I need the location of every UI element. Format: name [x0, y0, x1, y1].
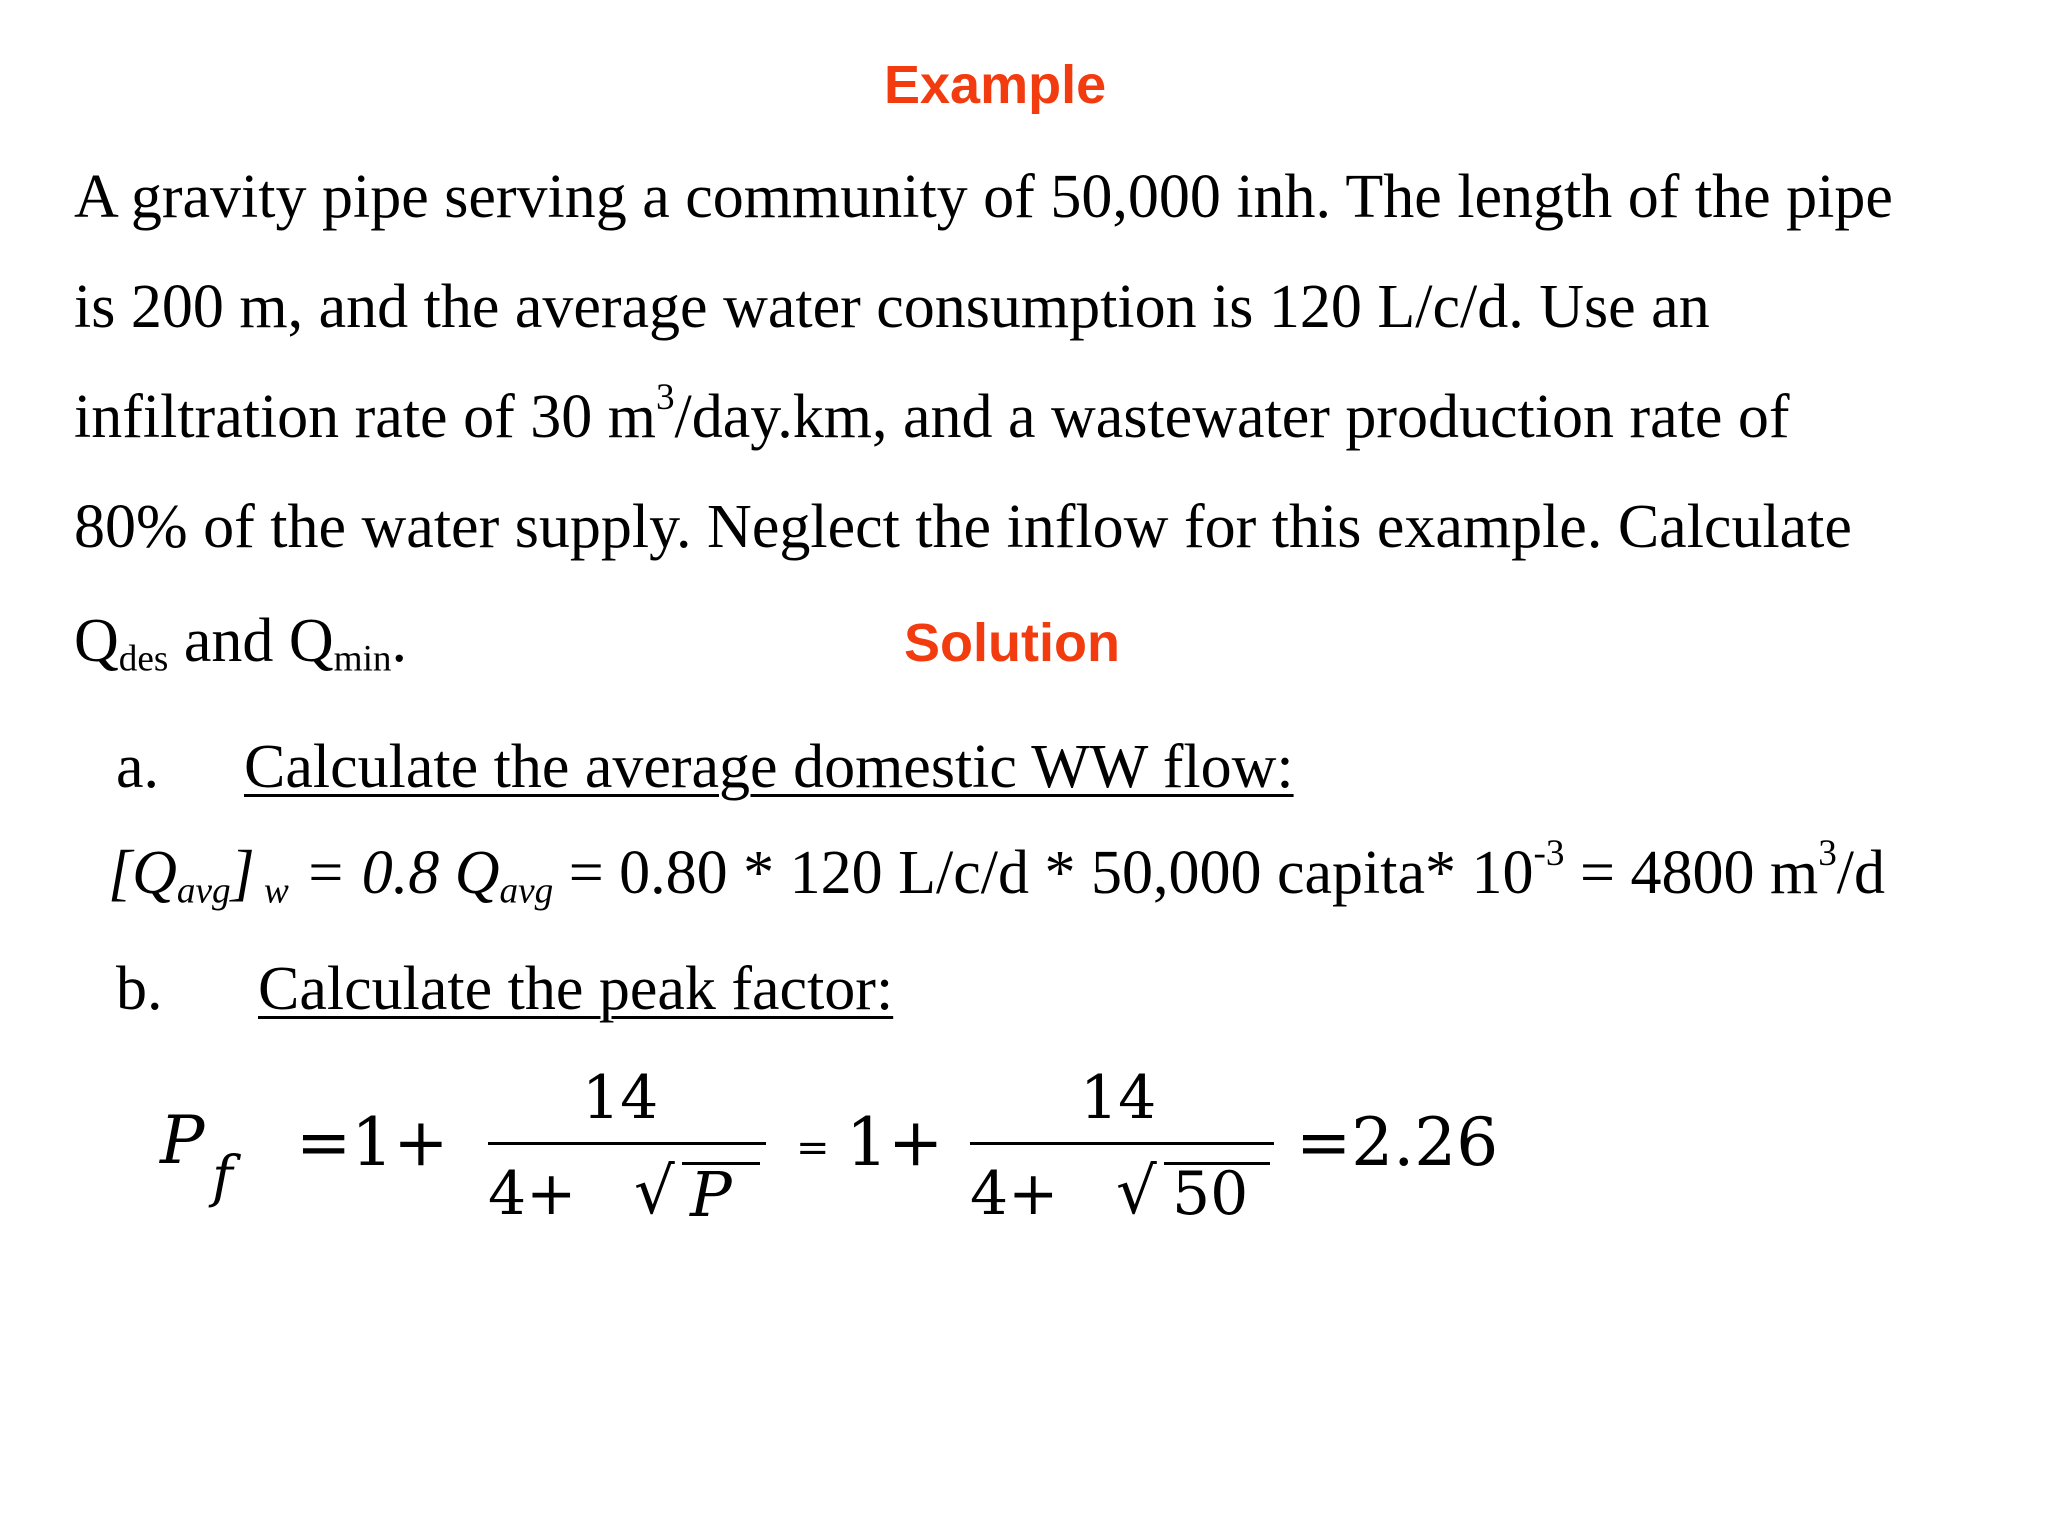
problem-line-3-text-b: /day.km, and a wastewater production rate of: [674, 383, 1790, 451]
formula-sup-3: 3: [1818, 833, 1837, 875]
formula-open: [Q: [108, 839, 177, 907]
formula-rest: = 0.80 * 120 L/c/d * 50,000 capita* 10: [553, 839, 1534, 907]
q-symbol: Q: [74, 607, 119, 675]
step-a-label: a.: [116, 733, 160, 801]
formula-avg-flow: [108, 833, 1886, 912]
formula-eq-part: = 0.8 Q: [288, 839, 500, 907]
problem-line-3-text-a: infiltration rate of 30 m: [74, 383, 656, 451]
problem-line-3: [74, 377, 1790, 451]
problem-line-2: is 200 m, and the average water consumption is 120 L/c/d. Use an: [74, 273, 1710, 341]
period: .: [391, 607, 408, 675]
pf-symbol: P: [160, 1102, 205, 1179]
and-q-text: and Q: [168, 607, 334, 675]
formula-sub-avg: avg: [176, 870, 231, 912]
problem-line-4: 80% of the water supply. Neglect the inflow for this example. Calculate: [74, 493, 1852, 561]
subscript-min: min: [333, 638, 392, 680]
peak-factor-result: =2.26: [1296, 1104, 1499, 1181]
denominator-2-four-plus: 4+: [970, 1159, 1059, 1229]
formula-sub-avg-2: avg: [499, 870, 554, 912]
formula-sup-exp: -3: [1533, 833, 1565, 875]
step-b-label: b.: [116, 955, 163, 1023]
fraction-bar-1: [488, 1142, 766, 1145]
denominator-2-value: 50: [1172, 1159, 1249, 1229]
sqrt-icon-2: √: [1116, 1155, 1157, 1229]
denominator-1-four-plus: 4+: [488, 1159, 577, 1229]
step-a-text: Calculate the average domestic WW flow:: [244, 733, 1294, 801]
formula-result: = 4800 m: [1564, 839, 1819, 907]
formula-close: ]: [230, 839, 255, 907]
page-title: Example: [884, 55, 1107, 115]
eq-one-plus: =1+: [296, 1104, 449, 1181]
fraction-bar-2: [970, 1142, 1274, 1145]
denominator-1-p: P: [690, 1158, 732, 1231]
problem-line-1: A gravity pipe serving a community of 50,000 inh. The length of the pipe: [74, 163, 1893, 231]
formula-unit-end: /d: [1836, 839, 1886, 907]
pf-subscript: f: [212, 1145, 233, 1210]
formula-sub-w: w: [254, 870, 289, 912]
step-b-text: Calculate the peak factor:: [258, 955, 894, 1023]
solution-heading: Solution: [904, 613, 1120, 673]
subscript-des: des: [118, 638, 169, 680]
sqrt-icon-1: √: [634, 1155, 675, 1229]
one-plus-2: 1+: [846, 1104, 944, 1181]
numerator-2: 14: [1080, 1063, 1157, 1133]
eq-small: =: [796, 1125, 830, 1171]
superscript-3: 3: [655, 377, 675, 419]
problem-line-5: [74, 607, 408, 680]
numerator-1: 14: [582, 1063, 659, 1133]
